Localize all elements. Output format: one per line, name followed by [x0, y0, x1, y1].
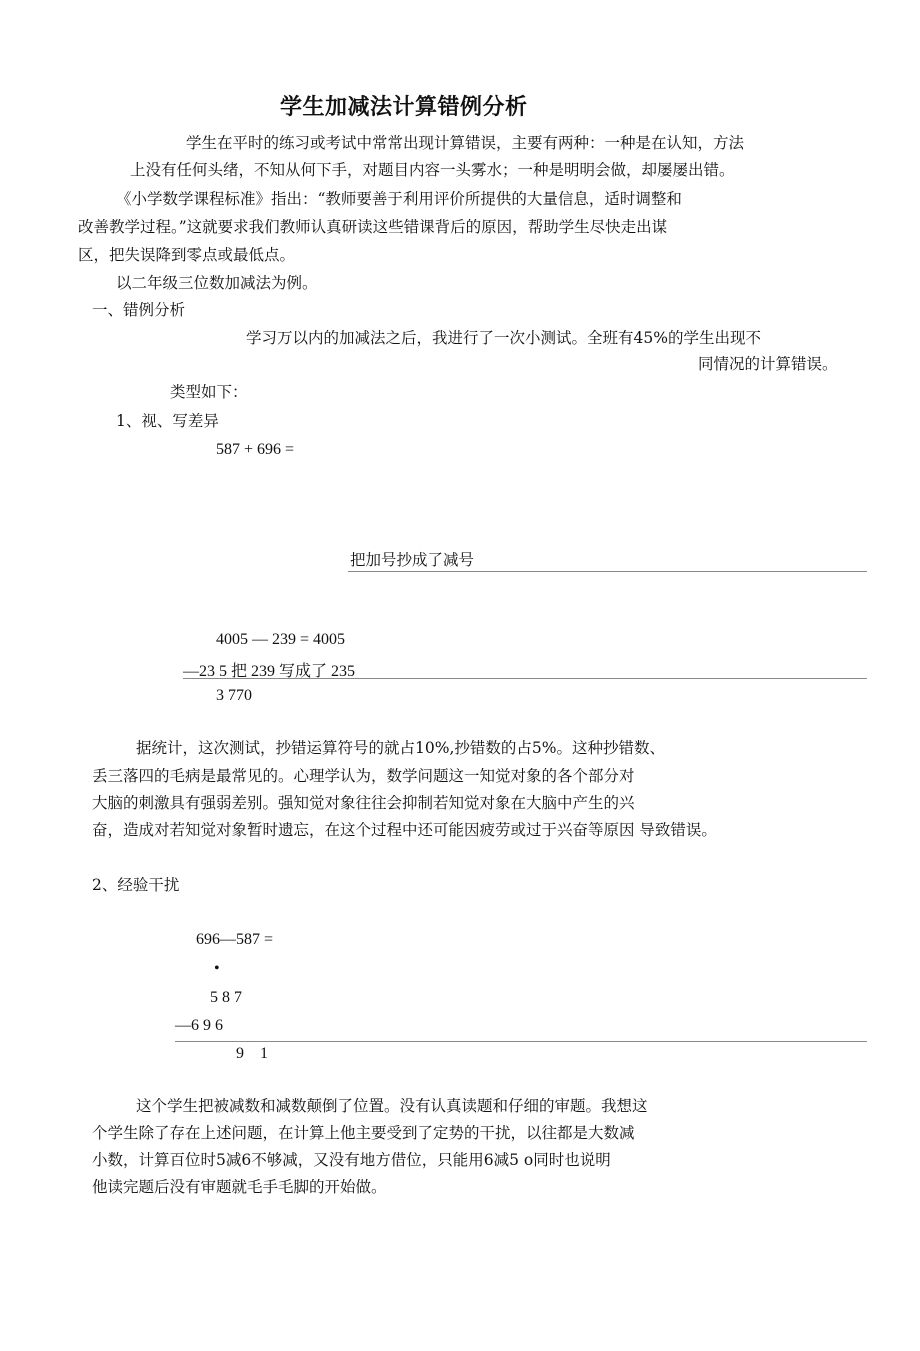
types-label: 类型如下： [170, 383, 248, 401]
case-1-problem-b: 4005 — 239 = 4005 [216, 631, 346, 648]
case-1-note-a: 把加号抄成了减号 [350, 551, 475, 569]
case-1-analysis-line-3: 大脑的刺激具有强弱差别。强知觉对象往往会抑制若知觉对象在大脑中产生的兴 [92, 794, 635, 812]
case-2-analysis-line-4: 他读完题后没有审题就毛手毛脚的开始做。 [92, 1178, 387, 1196]
case-2-analysis-line-3: 小数，计算百位时5减6不够减，又没有地方借位，只能用6减5 o同时也说明 [92, 1151, 611, 1169]
subtraction-line [183, 678, 867, 679]
case-2-analysis-line-1: 这个学生把被减数和减数颠倒了位置。没有认真读题和仔细的审题。我想这 [136, 1097, 648, 1115]
subtraction-line [175, 1041, 867, 1042]
test-line-2: 同情况的计算错误。 [698, 355, 838, 373]
case-1-heading: 1、视、写差异 [116, 412, 219, 430]
case-2-problem: 696—587 = [196, 931, 274, 948]
page-title: 学生加减法计算错例分析 [280, 95, 528, 120]
case-1-analysis-line-4: 奋，造成对若知觉对象暂时遗忘，在这个过程中还可能因疲劳或过于兴奋等原因 导致错误。 [92, 821, 717, 839]
case-1-work-b: —23 5 把 239 写成了 235 [183, 663, 356, 680]
case-2-top-number: 5 8 7 [210, 989, 242, 1006]
standard-quote-line-2: 改善教学过程。”这就要求我们教师认真研读这些错课背后的原因，帮助学生尽快走出谋 [78, 218, 668, 236]
case-1-analysis-line-1: 据统计，这次测试，抄错运算符号的就占10%,抄错数的占5%。这种抄错数、 [136, 739, 665, 757]
divider-line [348, 571, 867, 572]
case-1-result-b: 3 770 [216, 687, 252, 704]
case-1-analysis-line-2: 丢三落四的毛病是最常见的。心理学认为，数学问题这一知觉对象的各个部分对 [92, 767, 635, 785]
case-2-bottom-number: —6 9 6 [175, 1017, 223, 1034]
standard-quote-line-3: 区，把失误降到零点或最低点。 [78, 246, 296, 264]
section-1-heading: 一、错例分析 [92, 301, 186, 319]
standard-quote-line-1: 《小学数学课程标准》指出：“教师要善于利用评价所提供的大量信息，适时调整和 [116, 190, 682, 208]
intro-line-2: 上没有任何头绪，不知从何下手，对题目内容一头雾水；一种是明明会做，却屡屡出错。 [130, 161, 735, 179]
example-intro: 以二年级三位数加减法为例。 [116, 274, 318, 292]
case-1-problem-a: 587 + 696 = [216, 441, 295, 458]
case-2-result: 9 1 [236, 1045, 268, 1062]
borrow-dot: • [214, 960, 220, 977]
intro-line-1: 学生在平时的练习或考试中常常出现计算错误，主要有两种：一种是在认知，方法 [186, 134, 745, 152]
test-line-1: 学习万以内的加减法之后，我进行了一次小测试。全班有45%的学生出现不 [246, 329, 761, 347]
case-2-heading: 2、经验干扰 [92, 876, 180, 894]
case-2-analysis-line-2: 个学生除了存在上述问题，在计算上他主要受到了定势的干扰，以往都是大数减 [92, 1124, 635, 1142]
